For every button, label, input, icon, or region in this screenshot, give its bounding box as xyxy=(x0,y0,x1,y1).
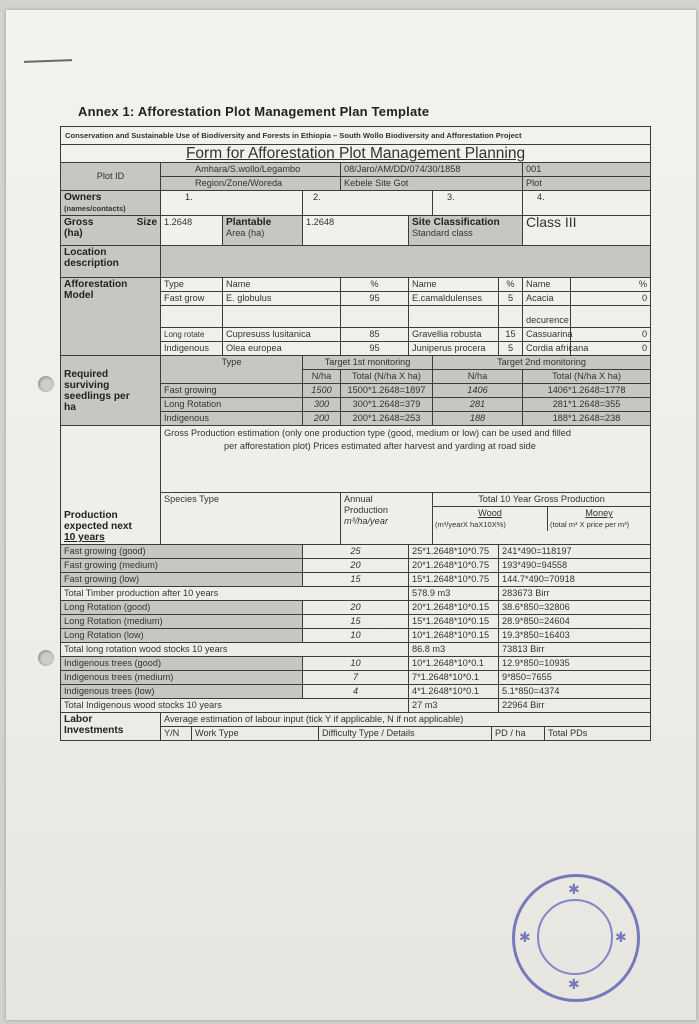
seedling-type: Long Rotation xyxy=(161,398,303,412)
plantable-label-cell xyxy=(223,216,303,246)
money-production[interactable]: 241*490=118197 xyxy=(499,545,651,559)
model-pct-3: 0 xyxy=(571,292,651,306)
stamp-star-icon: ✱ xyxy=(615,929,627,945)
production-row xyxy=(61,573,651,587)
location-label-cell xyxy=(61,246,161,278)
model-header-name-1: Name xyxy=(223,278,341,292)
wood-header: Wood xyxy=(478,508,502,518)
gross-label: Gross xyxy=(64,217,94,228)
money-header: Money xyxy=(585,508,613,518)
model-header-pct-2: % xyxy=(499,278,523,292)
production-total-row xyxy=(61,587,651,601)
plot-location-caption: Region/Zone/Woreda xyxy=(161,177,341,191)
production-label-3: 10 years xyxy=(64,532,105,543)
money-production[interactable]: 28.9*850=24604 xyxy=(499,615,651,629)
target-1-nha[interactable]: 1500 xyxy=(303,384,341,398)
money-production[interactable]: 19.3*850=16403 xyxy=(499,629,651,643)
plantable-sublabel: Area (ha) xyxy=(226,228,265,238)
production-total-label: Total Timber production after 10 years xyxy=(61,587,409,601)
labor-difficulty-header: Difficulty Type / Details xyxy=(319,727,492,740)
money-production[interactable]: 22964 Birr xyxy=(499,699,651,713)
seedlings-label-cell xyxy=(61,356,161,426)
production-label-1: Production xyxy=(64,510,118,521)
money-production[interactable]: 5.1*850=4374 xyxy=(499,685,651,699)
production-row xyxy=(61,671,651,685)
production-row xyxy=(61,545,651,559)
location-row xyxy=(61,246,651,278)
species-type: Indigenous trees (good) xyxy=(61,657,303,671)
model-pct-3: 0 xyxy=(571,342,651,356)
model-header-name-3: Name xyxy=(523,278,571,292)
target-1-total-header: Total (N/ha X ha) xyxy=(341,370,433,384)
production-row xyxy=(61,559,651,573)
species-type: Long Rotation (medium) xyxy=(61,615,303,629)
total-production-header xyxy=(433,493,651,545)
species-type: Long Rotation (good) xyxy=(61,601,303,615)
target-1-nha-header: N/ha xyxy=(303,370,341,384)
species-type: Fast growing (medium) xyxy=(61,559,303,573)
production-row xyxy=(61,685,651,699)
model-species-3: Cordia africana xyxy=(523,342,571,356)
site-class-label: Site Classification xyxy=(412,217,500,228)
owner-slot-2[interactable]: 2. xyxy=(303,191,433,216)
model-pct-3: 0 xyxy=(571,328,651,342)
model-species-2: Gravellia robusta xyxy=(409,328,499,342)
model-type: Indigenous xyxy=(161,342,223,356)
wood-production[interactable]: 15*1.2648*10*0.75 xyxy=(409,573,499,587)
money-production[interactable]: 193*490=94558 xyxy=(499,559,651,573)
model-header-type: Type xyxy=(161,278,223,292)
production-label: Production xyxy=(344,505,388,515)
seedlings-label-2: surviving xyxy=(64,379,110,391)
annual-production[interactable]: 10 xyxy=(303,629,409,643)
model-header-pct-3: % xyxy=(571,278,651,292)
labor-label: Labor xyxy=(64,714,93,725)
target-1-total[interactable]: 200*1.2648=253 xyxy=(341,412,433,426)
investments-label: Investments xyxy=(64,725,124,736)
wood-production[interactable]: 86.8 m3 xyxy=(409,643,499,657)
wood-header-cell xyxy=(433,507,548,531)
species-type: Indigenous trees (low) xyxy=(61,685,303,699)
pen-mark xyxy=(24,59,72,63)
model-species-1 xyxy=(223,306,341,328)
wood-production[interactable]: 20*1.2648*10*0.15 xyxy=(409,601,499,615)
plantable-value[interactable]: 1.2648 xyxy=(303,216,409,246)
production-note xyxy=(161,426,651,493)
punch-hole-bottom xyxy=(38,650,54,666)
labor-note: Average estimation of labour input (tick Y if applicable, N if not applicable) xyxy=(161,713,651,727)
species-type: Fast growing (low) xyxy=(61,573,303,587)
management-form xyxy=(60,126,650,741)
species-type: Indigenous trees (medium) xyxy=(61,671,303,685)
site-class-label-cell xyxy=(409,216,523,246)
punch-hole-top xyxy=(38,376,54,392)
target-1-nha[interactable]: 200 xyxy=(303,412,341,426)
annual-unit-label: m³/ha/year xyxy=(344,516,388,526)
annual-production[interactable]: 25 xyxy=(303,545,409,559)
production-row xyxy=(61,657,651,671)
stamp-inner-ring xyxy=(537,899,613,975)
target-2-nha[interactable]: 281 xyxy=(433,398,523,412)
description-label: description xyxy=(64,258,119,269)
target-2-header: Target 2nd monitoring xyxy=(433,356,651,370)
target-2-total-header: Total (N/ha X ha) xyxy=(523,370,651,384)
money-production[interactable]: 38.6*850=32806 xyxy=(499,601,651,615)
seedling-type: Fast growing xyxy=(161,384,303,398)
model-pct-1: 95 xyxy=(341,292,409,306)
plot-number-caption: Plot xyxy=(523,177,651,191)
production-note-b: per afforestation plot) Prices estimated after harvest and yarding at road side xyxy=(224,441,536,451)
stamp-star-icon: ✱ xyxy=(568,976,580,992)
plot-code: 08/Jaro/AM/DD/074/30/1858 xyxy=(341,163,523,177)
annual-production[interactable]: 20 xyxy=(303,559,409,573)
production-total-label: Total long rotation wood stocks 10 years xyxy=(61,643,409,657)
money-production[interactable]: 73813 Birr xyxy=(499,643,651,657)
target-1-header: Target 1st monitoring xyxy=(303,356,433,370)
species-type: Long Rotation (low) xyxy=(61,629,303,643)
money-production[interactable]: 144.7*490=70918 xyxy=(499,573,651,587)
money-formula: (total m³ X price per m³) xyxy=(550,520,630,529)
seedlings-header-row xyxy=(61,356,651,370)
labor-note-row xyxy=(61,713,651,727)
wood-production[interactable]: 578.9 m3 xyxy=(409,587,499,601)
model-species-2: Juniperus procera xyxy=(409,342,499,356)
wood-production[interactable]: 25*1.2648*10*0.75 xyxy=(409,545,499,559)
annual-label: Annual xyxy=(344,494,373,504)
wood-formula: (m³/yearX haX10X%) xyxy=(435,520,506,529)
target-1-total[interactable]: 300*1.2648=379 xyxy=(341,398,433,412)
labor-pd-header: PD / ha xyxy=(492,727,545,740)
labor-total-header: Total PDs xyxy=(548,728,588,738)
model-header-pct-1: % xyxy=(341,278,409,292)
gross-unit-label: (ha) xyxy=(64,228,83,239)
annual-production[interactable]: 20 xyxy=(303,601,409,615)
model-pct-1 xyxy=(341,306,409,328)
annual-production[interactable]: 15 xyxy=(303,573,409,587)
location-label: Location xyxy=(64,247,107,258)
target-2-total[interactable]: 1406*1.2648=1778 xyxy=(523,384,651,398)
target-2-total[interactable]: 188*1.2648=238 xyxy=(523,412,651,426)
annual-production[interactable]: 15 xyxy=(303,615,409,629)
production-note-row xyxy=(61,426,651,493)
labor-work-type-header: Work Type xyxy=(192,727,319,740)
annual-production[interactable]: 7 xyxy=(303,671,409,685)
wood-production[interactable]: 4*1.2648*10*0.1 xyxy=(409,685,499,699)
seedlings-label-3: seedlings per xyxy=(64,390,130,402)
official-stamp xyxy=(512,874,640,1002)
species-type-label: Species Type xyxy=(164,494,219,504)
wood-production[interactable]: 27 m3 xyxy=(409,699,499,713)
plot-location: Amhara/S.wollo/Legambo xyxy=(161,163,341,177)
model-species-3: Cassuarina xyxy=(523,328,571,342)
model-species-2 xyxy=(409,306,499,328)
model-type: Long rotate xyxy=(161,328,223,342)
wood-production[interactable]: 15*1.2648*10*0.15 xyxy=(409,615,499,629)
site-class-value[interactable]: Class III xyxy=(523,216,651,246)
size-label: Size xyxy=(136,217,157,228)
target-2-total[interactable]: 281*1.2648=355 xyxy=(523,398,651,412)
plot-number: 001 xyxy=(523,163,651,177)
production-row xyxy=(61,629,651,643)
model-species-3: decurence xyxy=(523,306,571,328)
wood-production[interactable]: 20*1.2648*10*0.75 xyxy=(409,559,499,573)
model-pct-2 xyxy=(499,306,523,328)
owners-label-cell xyxy=(61,191,161,216)
form-title: Form for Afforestation Plot Management Planning xyxy=(61,145,651,163)
money-production[interactable]: 283673 Birr xyxy=(499,587,651,601)
model-pct-1: 85 xyxy=(341,328,409,342)
model-species-1: E. globulus xyxy=(223,292,341,306)
production-rows xyxy=(61,545,651,713)
plot-code-caption: Kebele Site Got xyxy=(341,177,523,191)
model-species-3: Acacia xyxy=(523,292,571,306)
seedlings-label-1: Required xyxy=(64,368,109,380)
species-type: Fast growing (good) xyxy=(61,545,303,559)
labor-headers xyxy=(161,727,651,741)
gross-size-label-cell xyxy=(61,216,161,246)
labor-label-cell xyxy=(61,713,161,741)
production-row xyxy=(61,601,651,615)
target-2-nha[interactable]: 188 xyxy=(433,412,523,426)
model-label-cell xyxy=(61,278,161,356)
money-header-cell xyxy=(548,507,650,531)
seedlings-type-header: Type xyxy=(161,356,303,384)
stamp-star-icon: ✱ xyxy=(568,881,580,897)
money-production[interactable]: 9*850=7655 xyxy=(499,671,651,685)
stamp-star-icon: ✱ xyxy=(519,929,531,945)
form-title-row xyxy=(61,145,651,163)
money-production[interactable]: 12.9*850=10935 xyxy=(499,657,651,671)
form-table xyxy=(60,126,651,741)
plantable-label: Plantable xyxy=(226,217,272,228)
project-row xyxy=(61,127,651,145)
plot-id-row xyxy=(61,163,651,177)
annual-production[interactable]: 4 xyxy=(303,685,409,699)
model-pct-3 xyxy=(571,306,651,328)
production-row xyxy=(61,615,651,629)
annual-production-header xyxy=(341,493,433,545)
model-pct-2: 15 xyxy=(499,328,523,342)
target-1-nha[interactable]: 300 xyxy=(303,398,341,412)
production-total-label: Total Indigenous wood stocks 10 years xyxy=(61,699,409,713)
production-note-a: Gross Production estimation (only one production type (good, medium or low) can be used and filled xyxy=(164,428,572,438)
project-name: Conservation and Sustainable Use of Biodiversity and Forests in Ethiopia – South Wollo Biodiversity and Afforestation Project xyxy=(61,127,651,145)
model-pct-2: 5 xyxy=(499,342,523,356)
size-row xyxy=(61,216,651,246)
seedling-type: Indigenous xyxy=(161,412,303,426)
production-total-row xyxy=(61,643,651,657)
production-label-2: expected next xyxy=(64,521,132,532)
total-production-label: Total 10 Year Gross Production xyxy=(433,493,650,507)
model-species-2: E.camaldulenses xyxy=(409,292,499,306)
plot-id-label: Plot ID xyxy=(61,163,161,191)
location-description-field[interactable] xyxy=(161,246,651,278)
owners-sublabel: (names/contacts) xyxy=(64,204,126,213)
seedlings-label-4: ha xyxy=(64,401,76,413)
species-type-header xyxy=(161,493,341,545)
site-class-sublabel: Standard class xyxy=(412,228,473,238)
model-header-name-2: Name xyxy=(409,278,499,292)
model-label-a: Afforestation xyxy=(64,279,128,290)
model-species-1: Cupresuss lusitanica xyxy=(223,328,341,342)
labor-yn-header: Y/N xyxy=(161,727,192,740)
wood-production[interactable]: 10*1.2648*10*0.15 xyxy=(409,629,499,643)
model-pct-2: 5 xyxy=(499,292,523,306)
target-1-total[interactable]: 1500*1.2648=1897 xyxy=(341,384,433,398)
owner-slot-3[interactable]: 3. xyxy=(433,191,523,216)
annual-production[interactable]: 10 xyxy=(303,657,409,671)
model-type: Fast grow xyxy=(161,292,223,306)
model-species-1: Olea europea xyxy=(223,342,341,356)
wood-production[interactable]: 7*1.2648*10*0.1 xyxy=(409,671,499,685)
production-label-cell xyxy=(61,426,161,545)
production-total-row xyxy=(61,699,651,713)
target-2-nha[interactable]: 1406 xyxy=(433,384,523,398)
model-pct-1: 95 xyxy=(341,342,409,356)
gross-size-value[interactable]: 1.2648 xyxy=(161,216,223,246)
owner-slot-1[interactable]: 1. xyxy=(161,191,303,216)
model-type xyxy=(161,306,223,328)
wood-production[interactable]: 10*1.2648*10*0.1 xyxy=(409,657,499,671)
owner-slot-4[interactable]: 4. xyxy=(523,191,651,216)
model-header-row xyxy=(61,278,651,292)
owners-row xyxy=(61,191,651,216)
model-label-b: Model xyxy=(64,290,94,301)
annex-heading: Annex 1: Afforestation Plot Management Plan Template xyxy=(78,104,430,119)
target-2-nha-header: N/ha xyxy=(433,370,523,384)
owners-label: Owners xyxy=(64,192,102,203)
